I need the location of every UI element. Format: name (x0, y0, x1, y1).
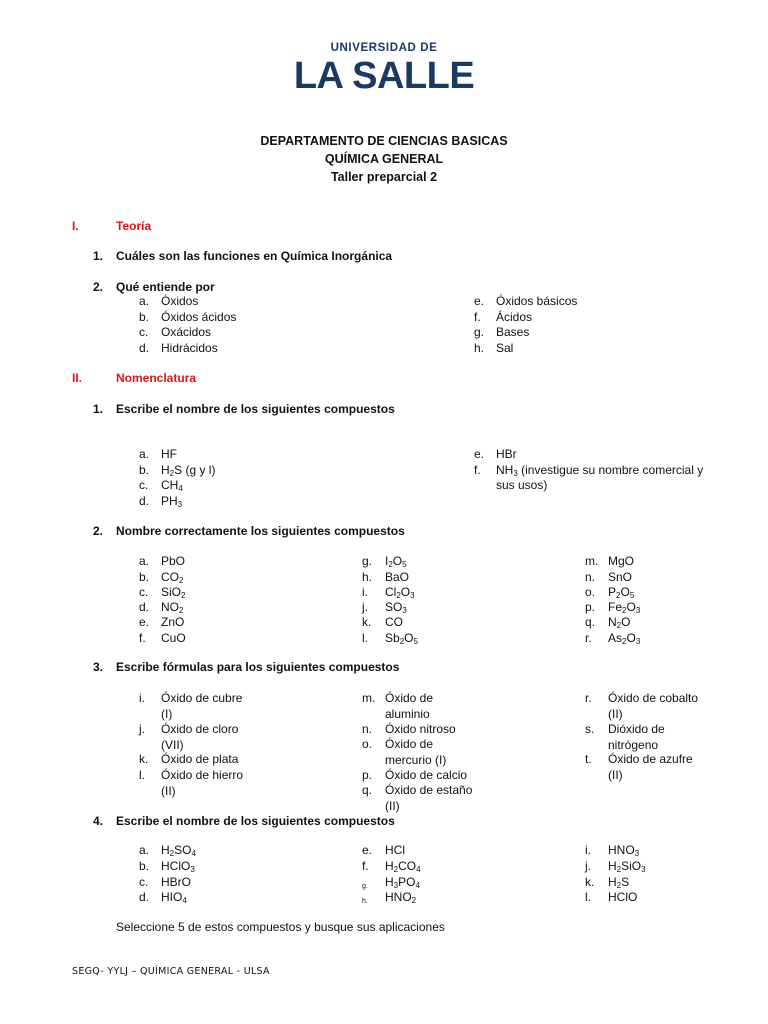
list-item: Ácidos (496, 310, 533, 324)
list-label: h. (362, 570, 373, 584)
header-line-2: QUÍMICA GENERAL (324, 152, 444, 166)
compound-formula: CuO (161, 631, 186, 645)
section-1-title: Teoría (116, 219, 152, 233)
list-item: (II) (161, 783, 176, 798)
compound-formula: $I_2O_5$ (385, 554, 407, 569)
compound-formula: $HIO_4$ (161, 890, 187, 905)
q1-2-number: 2. (93, 280, 104, 294)
list-label: a. (139, 843, 150, 857)
list-item: Óxido de calcio (385, 768, 468, 782)
q2-1-text: Escribe el nombre de los siguientes compuestos (116, 402, 395, 416)
compound-formula: SiO$_2$ (161, 585, 186, 600)
compound-formula: HBrO (161, 875, 191, 889)
list-label: m. (585, 554, 599, 568)
compound-formula: SnO (608, 570, 633, 584)
list-label: c. (139, 875, 149, 889)
list-label: f. (474, 463, 481, 477)
logo-top-text: UNIVERSIDAD DE (330, 42, 438, 54)
list-label: o. (362, 737, 373, 751)
list-item: (II) (385, 798, 400, 813)
q2-2-number: 2. (93, 524, 104, 538)
list-label: d. (139, 341, 150, 355)
list-item: Óxido de cobalto (608, 691, 699, 705)
compound-formula: HClO (608, 890, 638, 904)
list-label: e. (474, 447, 485, 461)
list-label: l. (139, 768, 145, 782)
list-item: $PH_3$ (161, 494, 183, 509)
list-label: h. (362, 898, 368, 905)
list-label: j. (139, 722, 145, 736)
list-item: Óxido de (385, 737, 434, 751)
list-label: a. (139, 447, 150, 461)
list-item: Hidrácidos (161, 341, 218, 355)
list-item: mercurio (I) (385, 752, 447, 767)
compound-formula: $H_3PO_4$ (385, 875, 420, 890)
list-item: Óxidos básicos (496, 294, 578, 308)
list-item: $NH_3$ (investigue su nombre comercial y (496, 463, 704, 478)
list-item: Óxido de cloro (161, 722, 239, 736)
compound-formula: $Sb_2O_5$ (385, 631, 418, 646)
compound-formula: HCl (385, 843, 405, 857)
list-label: q. (362, 783, 373, 797)
section-2-number: II. (72, 371, 83, 385)
list-item: $H_2S$ (g y l) (161, 463, 216, 478)
list-label: g. (362, 554, 373, 568)
list-label: q. (585, 615, 596, 629)
list-label: r. (585, 691, 592, 705)
q2-4-text: Escribe el nombre de los siguientes compuestos (116, 814, 395, 828)
list-label: c. (139, 585, 149, 599)
compound-formula: $SO_3$ (385, 600, 407, 615)
compound-formula: $N_2O$ (608, 615, 631, 630)
list-label: o. (585, 585, 596, 599)
list-item: aluminio (385, 706, 430, 721)
list-label: p. (362, 768, 373, 782)
list-label: j. (362, 600, 368, 614)
list-item-continued: sus usos) (496, 478, 548, 492)
compound-formula: ZnO (161, 615, 185, 629)
q1-2-text: Qué entiende por (116, 280, 215, 294)
compound-formula: $Fe_2O_3$ (608, 600, 641, 615)
list-item: HBr (496, 447, 517, 461)
instruction-note: Seleccione 5 de estos compuestos y busque sus aplicaciones (116, 920, 445, 934)
compound-formula: $HNO_2$ (385, 890, 417, 905)
list-label: t. (585, 752, 592, 766)
list-item: $CH_4$ (161, 478, 183, 493)
list-label: e. (362, 843, 373, 857)
list-label: l. (585, 890, 591, 904)
list-item: Dióxido de (608, 722, 665, 736)
q1-1-number: 1. (93, 249, 104, 263)
header-line-1: DEPARTAMENTO DE CIENCIAS BASICAS (260, 134, 508, 148)
q2-4-number: 4. (93, 814, 104, 828)
list-label: b. (139, 310, 150, 324)
list-label: d. (139, 890, 150, 904)
q1-1-text: Cuáles son las funciones en Química Inorgánica (116, 249, 393, 263)
compound-formula: $HNO_3$ (608, 843, 640, 858)
footer-text: SEGQ- YYLJ – QUÍMICA GENERAL - ULSA (72, 966, 270, 977)
list-label: i. (139, 691, 145, 705)
compound-formula: $NO_2$ (161, 600, 184, 615)
compound-formula: $As_2O_3$ (608, 631, 641, 646)
list-label: n. (585, 570, 596, 584)
compound-formula: $H_2CO_4$ (385, 859, 421, 874)
list-label: j. (585, 859, 591, 873)
list-label: h. (474, 341, 485, 355)
compound-formula: BaO (385, 570, 410, 584)
list-item: Bases (496, 325, 530, 339)
list-item: Óxido de estaño (385, 783, 473, 797)
compound-formula: $CO_2$ (161, 570, 184, 585)
header-line-3: Taller preparcial 2 (330, 170, 438, 184)
list-label: k. (585, 875, 595, 889)
compound-formula: CO (385, 615, 403, 629)
list-label: e. (139, 615, 150, 629)
list-label: s. (585, 722, 595, 736)
list-label: k. (362, 615, 372, 629)
list-item: Óxidos (161, 294, 199, 308)
list-label: b. (139, 859, 150, 873)
list-label: e. (474, 294, 485, 308)
list-item: (II) (608, 767, 623, 782)
list-item: (II) (608, 706, 623, 721)
list-label: a. (139, 554, 150, 568)
list-item: Oxácidos (161, 325, 212, 339)
q2-2-text: Nombre correctamente los siguientes compuestos (116, 524, 405, 538)
compound-formula: $H_2S$ (608, 875, 630, 890)
section-2-title: Nomenclatura (116, 371, 197, 385)
list-label: m. (362, 691, 376, 705)
logo-main-text: LA SALLE (293, 55, 475, 97)
list-label: f. (362, 859, 369, 873)
list-label: a. (139, 294, 150, 308)
compound-formula: $P_2O_5$ (608, 585, 635, 600)
list-label: b. (139, 463, 150, 477)
section-1-number: I. (72, 219, 79, 233)
list-label: p. (585, 600, 596, 614)
list-label: i. (362, 585, 368, 599)
list-label: c. (139, 478, 149, 492)
list-item: Óxido de azufre (608, 752, 693, 766)
list-label: d. (139, 600, 150, 614)
list-label: b. (139, 570, 150, 584)
q2-3-number: 3. (93, 660, 104, 674)
compound-formula: $Cl_2O_3$ (385, 585, 415, 600)
q2-1-number: 1. (93, 402, 104, 416)
list-item: (VII) (161, 737, 184, 752)
list-label: c. (139, 325, 149, 339)
list-item: Óxido de hierro (161, 768, 244, 782)
list-label: k. (139, 752, 149, 766)
list-item: (I) (161, 706, 173, 721)
list-label: n. (362, 722, 373, 736)
list-item: Óxido nitroso (385, 722, 456, 736)
list-item: Óxido de cubre (161, 691, 243, 705)
compound-formula: HClO$_3$ (161, 859, 195, 874)
list-label: l. (362, 631, 368, 645)
list-label: i. (585, 843, 591, 857)
list-label: r. (585, 631, 592, 645)
document-header (0, 132, 768, 186)
list-label: g. (362, 883, 368, 890)
list-item: Óxido de plata (161, 752, 239, 766)
list-item: Óxido de (385, 691, 434, 705)
list-label: g. (474, 325, 485, 339)
list-label: f. (474, 310, 481, 324)
compound-formula: $H_2SiO_3$ (608, 859, 646, 874)
compound-formula: $H_2SO_4$ (161, 843, 196, 858)
compound-formula: MgO (608, 554, 635, 568)
list-item: Óxidos ácidos (161, 310, 237, 324)
compound-formula: PbO (161, 554, 186, 568)
q2-3-text: Escribe fórmulas para los siguientes compuestos (116, 660, 400, 674)
list-item: Sal (496, 341, 514, 355)
list-label: f. (139, 631, 146, 645)
list-label: d. (139, 494, 150, 508)
list-item: HF (161, 447, 177, 461)
list-item: nitrógeno (608, 737, 659, 752)
